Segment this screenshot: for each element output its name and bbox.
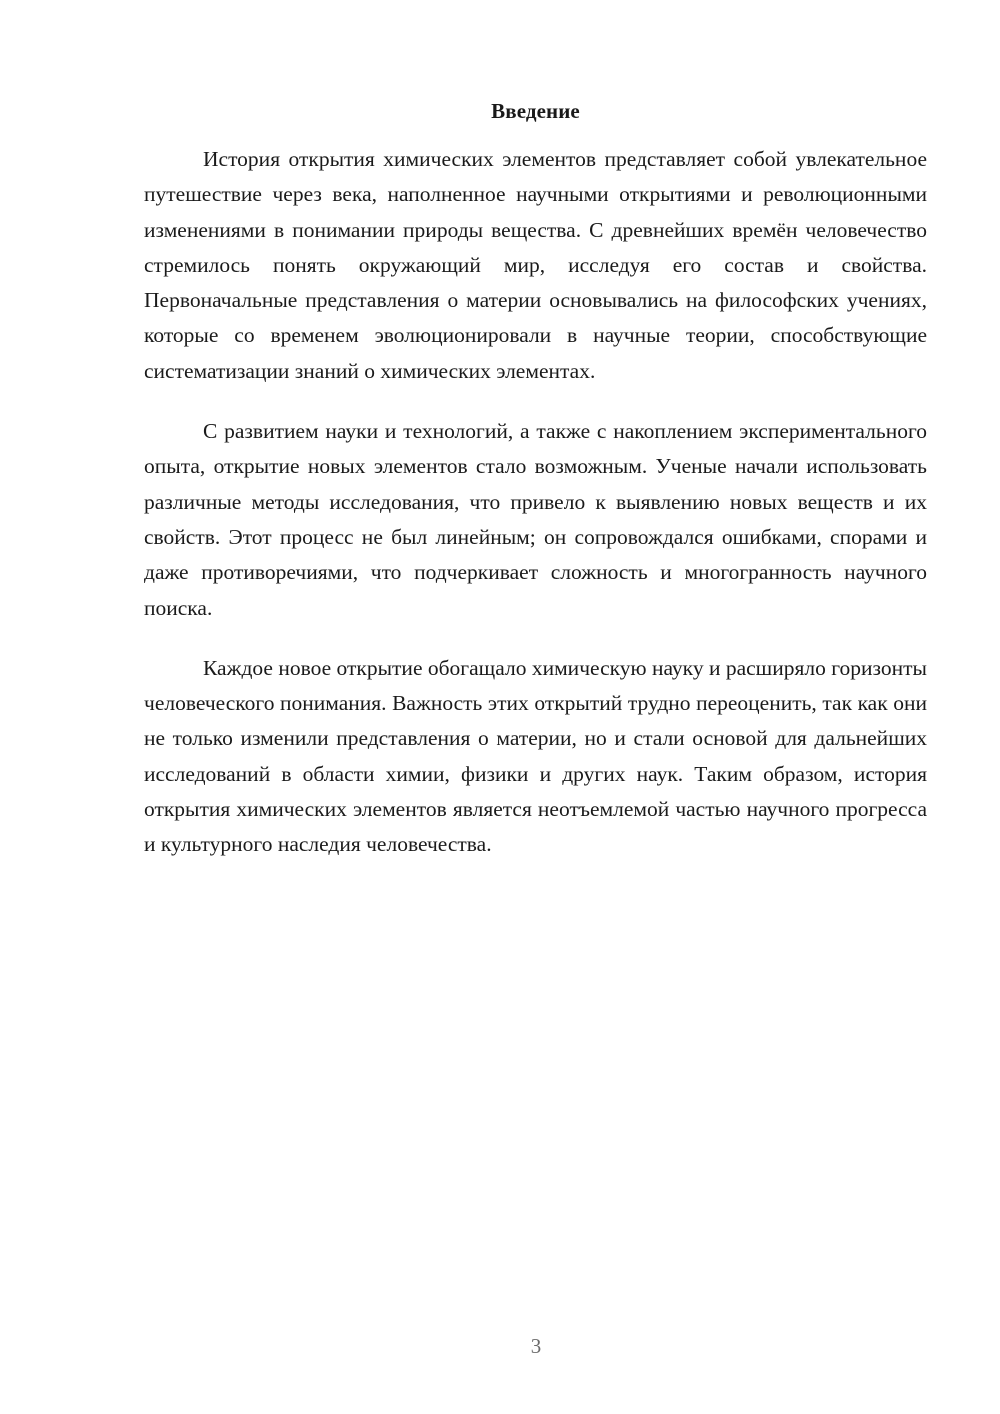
section-heading: Введение bbox=[491, 99, 580, 123]
page-number: 3 bbox=[530, 1334, 542, 1358]
page-content bbox=[144, 96, 927, 888]
paragraph-2: С развитием науки и технологий, а также с накоплением экспериментального опыта, открытие новых элементов стало возможным. Ученые начали использовать различные методы исследования, что привело к выявлению новых веществ и их свойств. Этот процесс не был линейным; он сопровождался ошибками, спорами и даже противоречиями, что подчеркивает сложность и многогранность научного поиска. bbox=[144, 419, 927, 620]
paragraph-3: Каждое новое открытие обогащало химическую науку и расширяло горизонты человеческого понимания. Важность этих открытий трудно переоценить, так как они не только изменили представления о материи, но и стали основой для дальнейших исследований в области химии, физики и других наук. Таким образом, история открытия химических элементов является неотъемлемой частью научного прогресса и культурного наследия человечества. bbox=[144, 655, 927, 857]
paragraph-1: История открытия химических элементов представляет собой увлекательное путешествие через века, наполненное научными открытиями и революционными изменениями в понимании природы вещества. С древнейших времён человечество стремилось понять окружающий мир, исследуя его состав и свойства. Первоначальные представления о материи основывались на философских учениях, которые со временем эволюционировали в научные теории, способствующие систематизации знаний о химических элементах. bbox=[144, 147, 927, 383]
